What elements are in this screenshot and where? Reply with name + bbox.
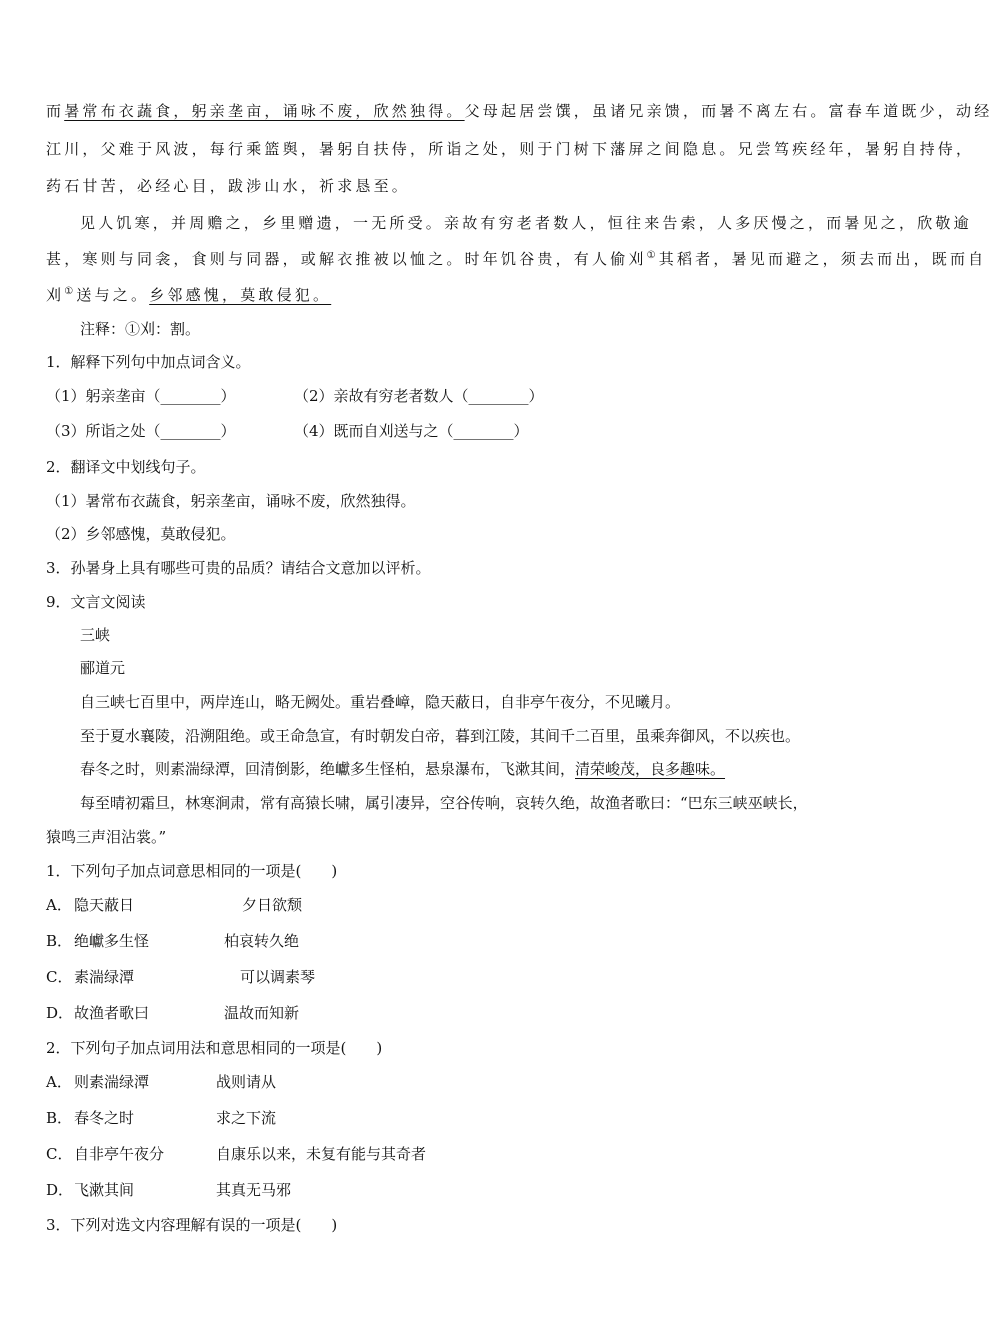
poem-title: 三峡 bbox=[80, 626, 111, 644]
sub-question: （1）躬亲垄亩（________） bbox=[46, 387, 236, 405]
question: 2．下列句子加点词用法和意思相同的一项是( ) bbox=[46, 1039, 383, 1057]
option-label: A． bbox=[46, 896, 72, 914]
option-text: 则素湍绿潭 bbox=[74, 1073, 150, 1091]
section-heading: 9．文言文阅读 bbox=[46, 593, 146, 611]
sub-question: （2）乡邻感愧，莫敢侵犯。 bbox=[46, 525, 236, 543]
passage-line: 猿鸣三声泪沾裳。” bbox=[46, 828, 167, 846]
passage-line: 江川，父难于风波，每行乘篮舆，暑躬自扶侍，所诣之处，则于门树下藩屏之间隐息。兄尝笃疾经年，暑躬自持侍， bbox=[46, 140, 975, 158]
passage-line bbox=[46, 285, 906, 305]
option-text: 绝巘多生怪 bbox=[74, 932, 150, 950]
passage-line: 药石甘苦，必经心目，跋涉山水，祈求恳至。 bbox=[46, 177, 411, 195]
option-label: C． bbox=[46, 1145, 73, 1163]
sub-question: （4）既而自刈送与之（________） bbox=[294, 422, 529, 440]
option-text: 其真无马邪 bbox=[216, 1181, 292, 1199]
option-row bbox=[46, 967, 906, 987]
underlined-sentence: 乡邻感愧，莫敢侵犯。 bbox=[149, 286, 332, 304]
option-label: A． bbox=[46, 1073, 72, 1091]
option-label: D． bbox=[46, 1004, 74, 1022]
option-text: 温故而知新 bbox=[224, 1004, 300, 1022]
option-text: 夕日欲颓 bbox=[242, 896, 303, 914]
option-text: 可以调素琴 bbox=[240, 968, 316, 986]
option-row bbox=[46, 895, 906, 915]
underlined-sentence: 暑常布衣蔬食，躬亲垄亩，诵咏不废，欣然独得。 bbox=[64, 102, 465, 120]
author: 郦道元 bbox=[80, 659, 126, 677]
sub-question: （2）亲故有穷老者数人（________） bbox=[294, 387, 544, 405]
underlined-sentence: 清荣峻茂，良多趣味。 bbox=[575, 760, 726, 778]
sub-question-row bbox=[46, 386, 906, 406]
passage-line bbox=[46, 249, 987, 269]
text: 父母起居尝馔，虽诸兄亲馈，而暑不离左右。富春车道既少，动经 bbox=[464, 102, 992, 120]
option-text: 隐天蔽日 bbox=[74, 896, 135, 914]
option-text: 求之下流 bbox=[216, 1109, 277, 1127]
sub-question-row bbox=[46, 421, 906, 441]
question: 2．翻译文中划线句子。 bbox=[46, 458, 206, 476]
option-text: 战则请从 bbox=[216, 1073, 277, 1091]
option-text: 自康乐以来，未复有能与其奇者 bbox=[216, 1145, 427, 1163]
question: 1．下列句子加点词意思相同的一项是( ) bbox=[46, 862, 338, 880]
question: 1．解释下列句中加点词含义。 bbox=[46, 353, 251, 371]
text: 刈 bbox=[46, 286, 65, 304]
question: 3．下列对选文内容理解有误的一项是( ) bbox=[46, 1216, 338, 1234]
footnote-marker: ① bbox=[646, 250, 659, 261]
option-text: 故渔者歌曰 bbox=[74, 1004, 150, 1022]
text: 送与之。 bbox=[76, 286, 150, 304]
text: 春冬之时，则素湍绿潭，回清倒影，绝巘多生怪柏，悬泉瀑布，飞漱其间， bbox=[80, 760, 576, 778]
option-row bbox=[46, 931, 906, 951]
passage-line: 至于夏水襄陵，沿溯阻绝。或王命急宣，有时朝发白帝，暮到江陵，其间千二百里，虽乘奔御风，不以疾也。 bbox=[80, 727, 801, 745]
text: 甚，寒则与同衾，食则与同器，或解衣推被以恤之。时年饥谷贵，有人偷刈 bbox=[46, 250, 647, 268]
sub-question: （3）所诣之处（________） bbox=[46, 422, 236, 440]
option-label: B． bbox=[46, 1109, 73, 1127]
option-text: 自非亭午夜分 bbox=[74, 1145, 165, 1163]
footnote-marker: ① bbox=[64, 286, 77, 297]
option-row bbox=[46, 1072, 906, 1092]
option-label: B． bbox=[46, 932, 73, 950]
option-row bbox=[46, 1180, 906, 1200]
passage-line: 每至晴初霜旦，林寒涧肃，常有高猿长啸，属引凄异，空谷传响，哀转久绝，故渔者歌曰：“巴东三峡巫峡长， bbox=[80, 794, 808, 812]
option-text: 素湍绿潭 bbox=[74, 968, 135, 986]
passage-line bbox=[46, 101, 992, 121]
footnote: 注释：①刈：割。 bbox=[80, 320, 201, 338]
passage-line bbox=[80, 759, 906, 779]
option-text: 柏哀转久绝 bbox=[224, 932, 300, 950]
option-label: D． bbox=[46, 1181, 74, 1199]
option-row bbox=[46, 1003, 906, 1023]
option-row bbox=[46, 1108, 906, 1128]
option-row bbox=[46, 1144, 906, 1164]
passage-line: 自三峡七百里中，两岸连山，略无阙处。重岩叠嶂，隐天蔽日，自非亭午夜分，不见曦月。 bbox=[80, 693, 681, 711]
question: 3．孙暑身上具有哪些可贵的品质？请结合文意加以评析。 bbox=[46, 559, 431, 577]
sub-question: （1）暑常布衣蔬食，躬亲垄亩，诵咏不废，欣然独得。 bbox=[46, 492, 416, 510]
passage-line: 见人饥寒，并周赡之，乡里赠遗，一无所受。亲故有穷老者数人，恒往来告索，人多厌慢之，而暑见之，欣敬逾 bbox=[80, 214, 972, 232]
option-text: 飞漱其间 bbox=[74, 1181, 135, 1199]
option-text: 春冬之时 bbox=[74, 1109, 135, 1127]
text: 而 bbox=[46, 102, 65, 120]
option-label: C． bbox=[46, 968, 73, 986]
text: 其稻者，暑见而避之，须去而出，既而自 bbox=[658, 250, 987, 268]
